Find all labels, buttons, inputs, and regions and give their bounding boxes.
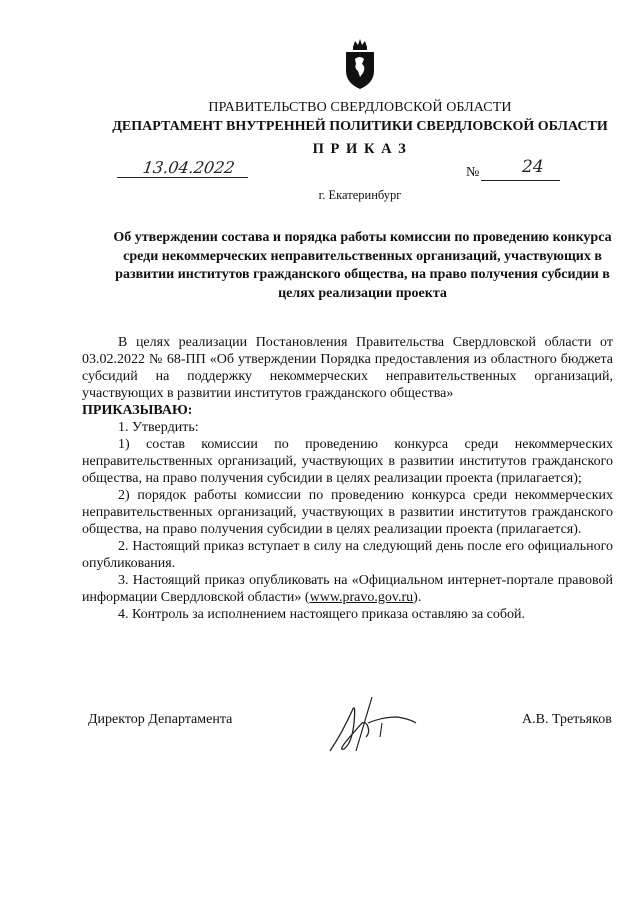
number-underline (481, 180, 560, 181)
signer-position: Директор Департамента (88, 712, 233, 727)
city-name: г. Екатеринбург (318, 188, 402, 202)
item-1-2: 2) порядок работы комиссии по проведению конкурса среди некоммерческих неправительственных организаций, участвующих в развитии институтов гражданского общества, на право получения субсидии в целях реализации проекта (прилагается). (82, 488, 613, 537)
preamble-paragraph: В целях реализации Постановления Правительства Свердловской области от 03.02.2022 № 68-ПП «Об утверждении Порядка предоставления из областного бюджета субсидий на поддержку некоммерческих неправительственных организаций, участвующих в развитии институтов гражданского общества» (82, 335, 613, 401)
department-name: ДЕПАРТАМЕНТ ВНУТРЕННЕЙ ПОЛИТИКИ СВЕРДЛОВСКОЙ ОБЛАСТИ (112, 119, 608, 134)
handwritten-number: 24 (522, 157, 544, 177)
handwritten-date: 13.04.2022 (141, 158, 236, 177)
number-label: № (466, 165, 480, 180)
government-name: ПРАВИТЕЛЬСТВО СВЕРДЛОВСКОЙ ОБЛАСТИ (208, 100, 512, 115)
coat-of-arms-icon (343, 37, 377, 91)
item-3-end: ). (413, 590, 422, 605)
document-type-title: П Р И К А З (312, 141, 408, 157)
date-underline (117, 177, 248, 178)
item-1-1: 1) состав комиссии по проведению конкурса среди некоммерческих неправительственных организаций, участвующих в развитии институтов гражданского общества, на право получения субсидии в целях реализации проекта (прилагается); (82, 437, 613, 486)
item-2: 2. Настоящий приказ вступает в силу на следующий день после его официального опубликования. (82, 539, 613, 571)
item-4: 4. Контроль за исполнением настоящего приказа оставляю за собой. (118, 607, 526, 622)
item-3-text: 3. Настоящий приказ опубликовать на «Официальном интернет-портале правовой информации Свердловской области» ( (82, 573, 613, 605)
document-body (82, 334, 613, 623)
order-word: ПРИКАЗЫВАЮ: (82, 403, 193, 418)
signer-name: А.В. Третьяков (522, 712, 612, 727)
item-3 (82, 572, 613, 606)
item-1: 1. Утвердить: (118, 420, 199, 435)
handwritten-signature (322, 693, 422, 753)
pravo-link[interactable]: www.pravo.gov.ru (309, 590, 414, 605)
document-heading: Об утверждении состава и порядка работы комиссии по проведению конкурса среди некоммерческих неправительственных организаций, участвующих в развитии институтов гражданского общества, на право получения субсидии в целях реализации проекта (113, 230, 612, 301)
